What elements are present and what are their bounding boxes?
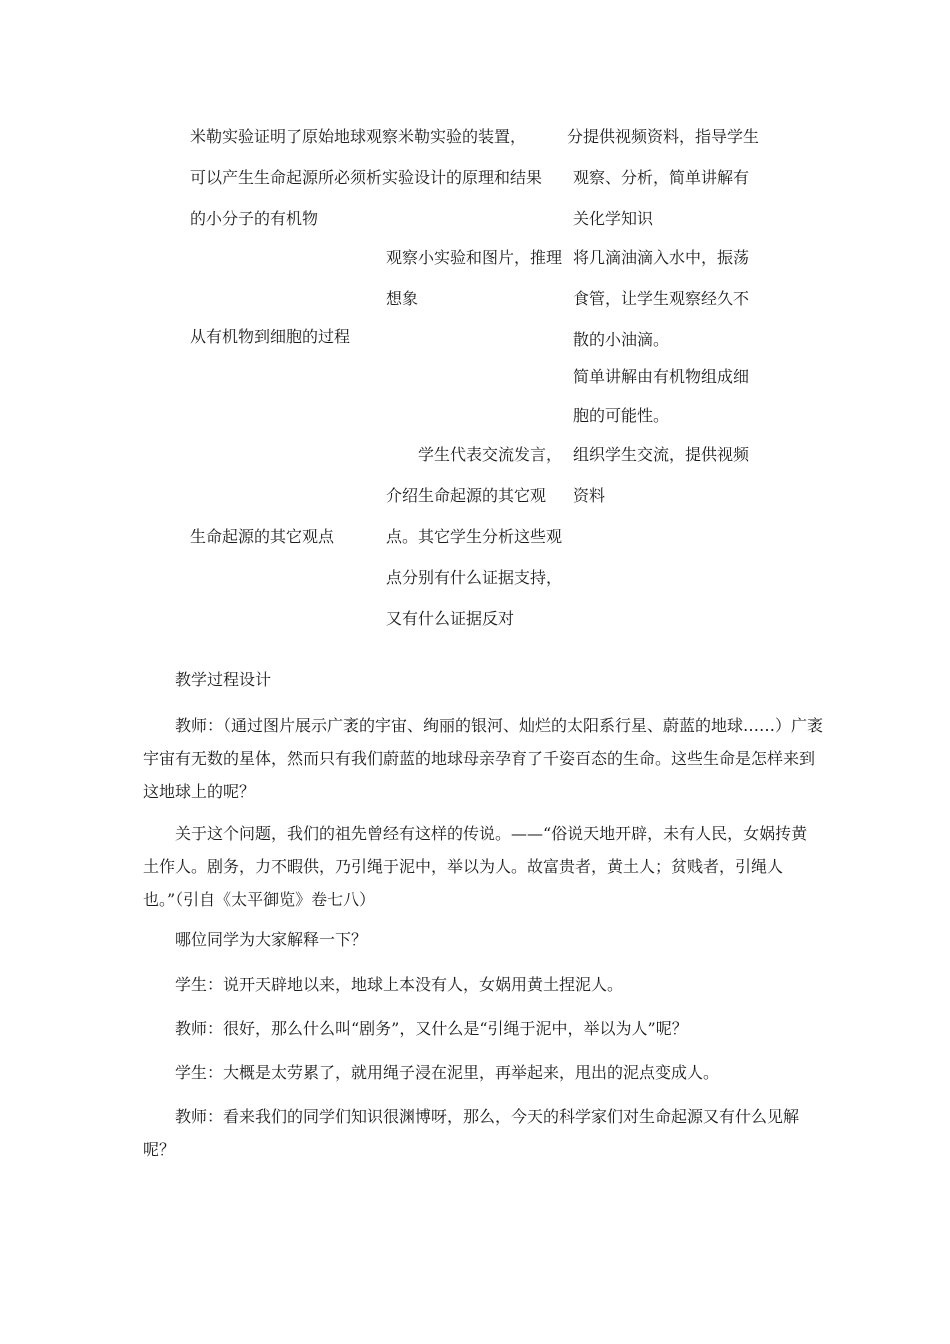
paragraph-teacher-closing: 教师：看来我们的同学们知识很渊博呀，那么，今天的科学家们对生命起源又有什么见解呢？ (143, 1107, 800, 1159)
row3-teacher-line1: 组织学生交流，提供视频 (573, 445, 750, 464)
row2-teacher-line4: 简单讲解由有机物组成细 (573, 367, 750, 386)
row2-student-line1: 观察小实验和图片，推理 (386, 248, 563, 267)
paragraph-question: 哪位同学为大家解释一下？ (175, 930, 368, 949)
row3-student-line3: 点。其它学生分析这些观 (386, 527, 563, 546)
section-heading: 教学过程设计 (175, 670, 272, 689)
row2-teacher-line5: 胞的可能性。 (573, 406, 670, 425)
row2-teacher-line2: 食管，让学生观察经久不 (573, 289, 750, 308)
paragraph-legend: 关于这个问题，我们的祖先曾经有这样的传说。——“俗说天地开辟，未有人民，女娲抟黄土作人。剧务，力不暇供，乃引绳于泥中，举以为人。故富贵者，黄土人；贫贱者，引绳人也。”（引自《太平御览》卷七八） (143, 824, 808, 909)
row3-teacher-line2: 资料 (573, 486, 606, 505)
row2-topic: 从有机物到细胞的过程 (190, 327, 351, 346)
row2-teacher-line1: 将几滴油滴入水中，振荡 (573, 248, 750, 267)
row3-topic: 生命起源的其它观点 (190, 527, 335, 546)
paragraph-teacher-intro: 教师：（通过图片展示广袤的宇宙、绚丽的银河、灿烂的太阳系行星、蔚蓝的地球……）广袤宇宙有无数的星体，然而只有我们蔚蓝的地球母亲孕育了千姿百态的生命。这些生命是怎样来到这地球上的呢？ (143, 716, 824, 801)
paragraph-student-answer-2: 学生：大概是太劳累了，就用绳子浸在泥里，再举起来，甩出的泥点变成人。 (175, 1063, 720, 1082)
row3-student-line4: 点分别有什么证据支持， (386, 568, 563, 587)
row1-activity-line3: 关化学知识 (573, 209, 654, 228)
row1-activity-line2: 观察、分析，简单讲解有 (573, 168, 750, 187)
row1-text-line3: 的小分子的有机物 (190, 209, 319, 228)
row3-student-line2: 介绍生命起源的其它观 (386, 486, 547, 505)
row3-student-line5: 又有什么证据反对 (386, 609, 515, 628)
row1-text-line1: 米勒实验证明了原始地球观察米勒实验的装置， (190, 127, 527, 146)
row3-student-line1: 学生代表交流发言， (418, 445, 563, 464)
row1-activity-line1: 分提供视频资料，指导学生 (567, 127, 760, 146)
row2-teacher-line3: 散的小油滴。 (573, 330, 670, 349)
row1-text-line2: 可以产生生命起源所必须析实验设计的原理和结果 (190, 168, 543, 187)
row2-student-line2: 想象 (386, 289, 419, 308)
paragraph-student-answer-1: 学生：说开天辟地以来，地球上本没有人，女娲用黄土捏泥人。 (175, 975, 624, 994)
paragraph-teacher-followup: 教师：很好，那么什么叫“剧务”，又什么是“引绳于泥中，举以为人”呢？ (175, 1019, 688, 1038)
